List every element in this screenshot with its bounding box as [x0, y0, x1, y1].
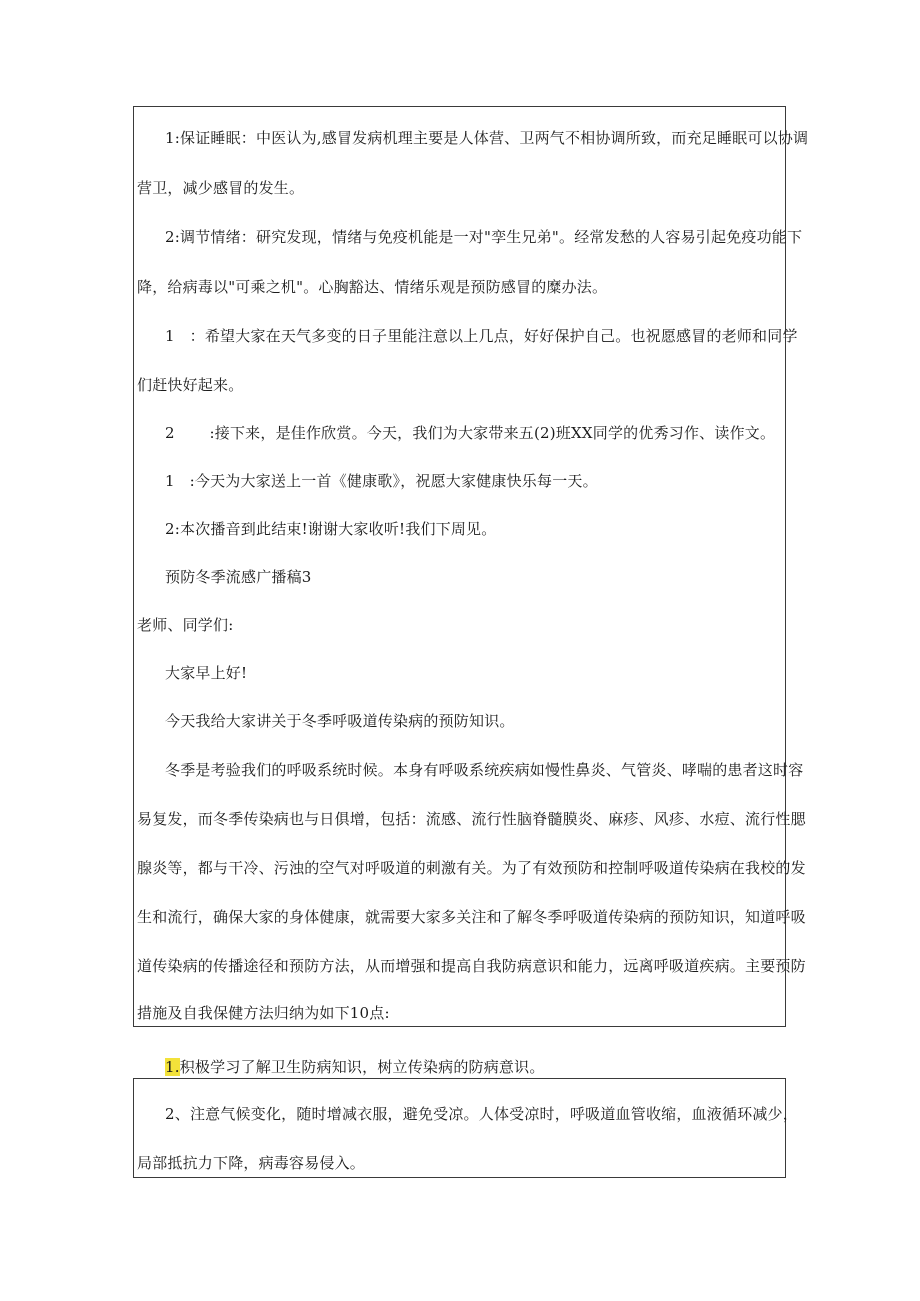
- text-line: 2、注意气候变化，随时增减衣服，避免受凉。人体受凉时，呼吸道血管收缩，血液循环减少，: [165, 1105, 798, 1123]
- text-line: 1 ：希望大家在天气多变的日子里能注意以上几点，好好保护自己。也祝愿感冒的老师和同学: [165, 327, 798, 345]
- text-line: 1 :今天为大家送上一首《健康歌》，祝愿大家健康快乐每一天。: [165, 472, 598, 490]
- text-line: 老师、同学们:: [137, 616, 234, 634]
- text-line: 道传染病的传播途径和预防方法，从而增强和提高自我防病意识和能力，远离呼吸道疾病。主要预防: [137, 957, 806, 975]
- text-line: 们赶快好起来。: [137, 376, 244, 394]
- text-line: 2:调节情绪：研究发现，情绪与免疫机能是一对"孪生兄弟"。经常发愁的人容易引起免疫功能下: [165, 228, 803, 246]
- text-line: 1:保证睡眠：中医认为,感冒发病机理主要是人体营、卫两气不相协调所致，而充足睡眠可以协调: [165, 129, 809, 147]
- text-line: 大家早上好!: [165, 664, 248, 682]
- text-line: 营卫，减少感冒的发生。: [137, 179, 305, 197]
- text-line: 生和流行，确保大家的身体健康，就需要大家多关注和了解冬季呼吸道传染病的预防知识，知道呼吸: [137, 908, 806, 926]
- text-line: 易复发，而冬季传染病也与日俱增，包括：流感、流行性脑脊髓膜炎、麻疹、风疹、水痘、流行性腮: [137, 810, 806, 828]
- item-text: 积极学习了解卫生防病知识，树立传染病的防病意识。: [179, 1058, 545, 1076]
- text-line: 今天我给大家讲关于冬季呼吸道传染病的预防知识。: [165, 712, 515, 730]
- text-line: 局部抵抗力下降，病毒容易侵入。: [137, 1154, 366, 1172]
- list-item: [165, 1057, 545, 1077]
- text-line: 腺炎等，都与干冷、污浊的空气对呼吸道的刺激有关。为了有效预防和控制呼吸道传染病在我校的发: [137, 859, 806, 877]
- text-line: 冬季是考验我们的呼吸系统时候。本身有呼吸系统疾病如慢性鼻炎、气管炎、哮喘的患者这时容: [165, 761, 804, 779]
- text-line: 2:本次播音到此结束!谢谢大家收听!我们下周见。: [165, 520, 497, 538]
- text-line: 措施及自我保健方法归纳为如下10点:: [137, 1004, 390, 1022]
- text-line: 2 :接下来，是佳作欣赏。今天，我们为大家带来五(2)班XX同学的优秀习作、读作文。: [165, 424, 776, 442]
- section-title: 预防冬季流感广播稿3: [165, 568, 312, 586]
- item-number-highlight: 1.: [165, 1058, 180, 1076]
- text-line: 降，给病毒以"可乘之机"。心胸豁达、情绪乐观是预防感冒的糜办法。: [137, 278, 608, 296]
